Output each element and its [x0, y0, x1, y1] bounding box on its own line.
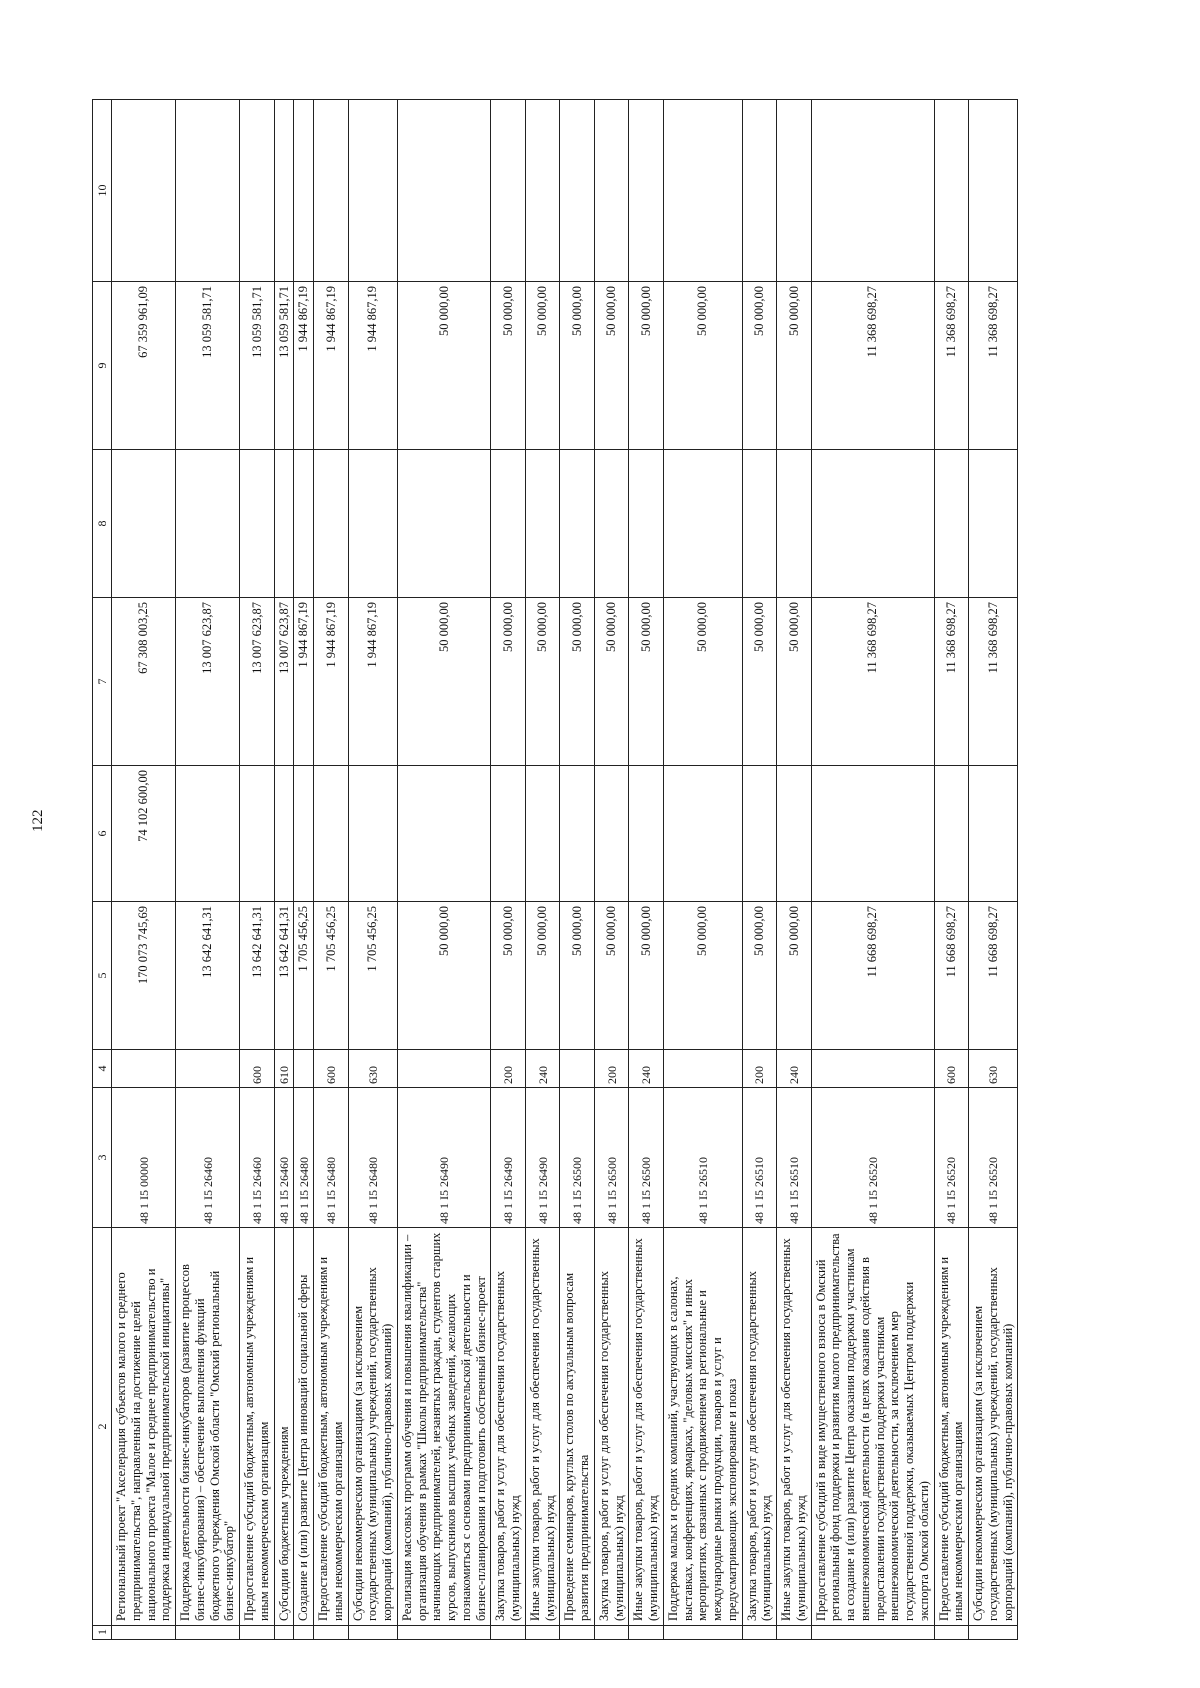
row-expense-type	[397, 1050, 491, 1088]
row-value-col6	[629, 766, 664, 902]
row-value-col6	[348, 766, 397, 902]
row-value-col10	[314, 100, 349, 282]
row-value-col9: 50 000,00	[397, 282, 491, 450]
row-value-col5: 1 705 456,25	[314, 902, 349, 1050]
row-value-col7: 50 000,00	[663, 598, 742, 766]
row-value-col7: 1 944 867,19	[348, 598, 397, 766]
table-row	[969, 100, 1018, 1640]
row-target-code: 48 1 I5 26520	[969, 1088, 1018, 1228]
row-value-col6	[560, 766, 595, 902]
row-value-col10	[176, 100, 240, 282]
column-number-row	[93, 100, 112, 1640]
row-value-col6	[397, 766, 491, 902]
row-value-col8	[294, 450, 314, 598]
row-value-col9: 50 000,00	[594, 282, 629, 450]
row-expense-type	[294, 1050, 314, 1088]
row-value-col8	[314, 450, 349, 598]
row-value-col9: 1 944 867,19	[314, 282, 349, 450]
row-value-col10	[629, 100, 664, 282]
column-number-2: 2	[93, 1228, 112, 1626]
row-item-name: Иные закупки товаров, работ и услуг для обеспечения государственных (муниципальных) нужд	[777, 1228, 812, 1626]
row-value-col9: 13 059 581,71	[240, 282, 275, 450]
row-expense-type: 600	[314, 1050, 349, 1088]
page-number: 122	[30, 809, 46, 832]
row-value-col5: 50 000,00	[663, 902, 742, 1050]
row-value-col10	[663, 100, 742, 282]
row-value-col6	[742, 766, 777, 902]
row-value-col5: 50 000,00	[742, 902, 777, 1050]
row-value-col8	[811, 450, 934, 598]
column-number-10: 10	[93, 100, 112, 282]
column-number-4: 4	[93, 1050, 112, 1088]
row-value-col10	[348, 100, 397, 282]
row-value-col9: 50 000,00	[777, 282, 812, 450]
row-target-code: 48 1 I5 26500	[629, 1088, 664, 1228]
row-value-col9: 50 000,00	[663, 282, 742, 450]
column-number-3: 3	[93, 1088, 112, 1228]
row-col-1	[240, 1626, 275, 1640]
row-expense-type: 600	[934, 1050, 969, 1088]
row-value-col5: 50 000,00	[777, 902, 812, 1050]
row-value-col6: 74 102 600,00	[112, 766, 176, 902]
row-value-col7: 50 000,00	[525, 598, 560, 766]
row-target-code: 48 1 I5 26460	[176, 1088, 240, 1228]
row-target-code: 48 1 I5 26520	[934, 1088, 969, 1228]
row-target-code: 48 1 I5 26510	[777, 1088, 812, 1228]
column-number-6: 6	[93, 766, 112, 902]
table-row	[742, 100, 777, 1640]
table-row	[348, 100, 397, 1640]
row-value-col6	[240, 766, 275, 902]
row-value-col5: 11 668 698,27	[934, 902, 969, 1050]
row-item-name: Субсидии некоммерческим организациям (за исключением государственных (муниципальных) учреждений, государственных корпораций (компаний), публично-правовых компаний)	[348, 1228, 397, 1626]
row-value-col10	[777, 100, 812, 282]
row-target-code: 48 1 I5 26490	[525, 1088, 560, 1228]
row-value-col9: 50 000,00	[525, 282, 560, 450]
row-value-col8	[240, 450, 275, 598]
row-value-col8	[274, 450, 294, 598]
budget-table-sheet	[92, 100, 1172, 1640]
row-value-col6	[274, 766, 294, 902]
row-item-name: Поддержка деятельности бизнес-инкубаторов (развитие процессов бизнес-инкубирования) – обеспечение выполнения функций бюджетного учреждения Омской области "Омский региональный бизнес-инкубатор"	[176, 1228, 240, 1626]
row-col-1	[314, 1626, 349, 1640]
row-value-col9: 13 059 581,71	[176, 282, 240, 450]
table-row	[112, 100, 176, 1640]
column-number-8: 8	[93, 450, 112, 598]
row-value-col7: 13 007 623,87	[176, 598, 240, 766]
table-row	[491, 100, 526, 1640]
column-number-5: 5	[93, 902, 112, 1050]
row-item-name: Создание и (или) развитие Центра инноваций социальной сферы	[294, 1228, 314, 1626]
row-col-1	[274, 1626, 294, 1640]
row-item-name: Субсидии некоммерческим организациям (за исключением государственных (муниципальных) учреждений, государственных корпораций (компаний), публично-правовых компаний)	[969, 1228, 1018, 1626]
row-value-col8	[663, 450, 742, 598]
row-col-1	[560, 1626, 595, 1640]
table-row	[663, 100, 742, 1640]
row-item-name: Предоставление субсидий бюджетным, автономным учреждениям и иным некоммерческим организациям	[240, 1228, 275, 1626]
row-target-code: 48 1 I5 26490	[397, 1088, 491, 1228]
row-value-col7: 11 368 698,27	[934, 598, 969, 766]
row-col-1	[663, 1626, 742, 1640]
row-value-col9: 11 368 698,27	[934, 282, 969, 450]
row-value-col7: 50 000,00	[594, 598, 629, 766]
row-expense-type: 630	[969, 1050, 1018, 1088]
row-col-1	[629, 1626, 664, 1640]
row-value-col5: 50 000,00	[594, 902, 629, 1050]
row-value-col9: 50 000,00	[491, 282, 526, 450]
row-value-col5: 11 668 698,27	[969, 902, 1018, 1050]
row-value-col8	[934, 450, 969, 598]
row-value-col6	[777, 766, 812, 902]
column-number-9: 9	[93, 282, 112, 450]
row-value-col10	[742, 100, 777, 282]
row-value-col8	[560, 450, 595, 598]
table-row	[934, 100, 969, 1640]
row-value-col7: 11 368 698,27	[969, 598, 1018, 766]
row-target-code: 48 1 I5 26510	[663, 1088, 742, 1228]
column-number-7: 7	[93, 598, 112, 766]
row-expense-type	[176, 1050, 240, 1088]
row-value-col9: 50 000,00	[560, 282, 595, 450]
row-target-code: 48 1 I5 26480	[294, 1088, 314, 1228]
row-value-col7: 67 308 003,25	[112, 598, 176, 766]
row-col-1	[348, 1626, 397, 1640]
table-row	[777, 100, 812, 1640]
row-expense-type	[811, 1050, 934, 1088]
row-value-col10	[294, 100, 314, 282]
row-value-col6	[663, 766, 742, 902]
row-value-col7: 13 007 623,87	[274, 598, 294, 766]
table-row	[629, 100, 664, 1640]
row-expense-type: 600	[240, 1050, 275, 1088]
row-col-1	[969, 1626, 1018, 1640]
row-value-col8	[594, 450, 629, 598]
row-target-code: 48 1 I5 26460	[274, 1088, 294, 1228]
row-value-col7: 11 368 698,27	[811, 598, 934, 766]
row-value-col10	[397, 100, 491, 282]
row-value-col10	[969, 100, 1018, 282]
row-value-col5: 1 705 456,25	[348, 902, 397, 1050]
row-value-col5: 13 642 641,31	[274, 902, 294, 1050]
row-item-name: Реализация массовых программ обучения и повышения квалификации – организация обучения в рамках "Школы предпринимательства" начинающих предпринимателей, незанятых граждан, студентов старших курсов, выпускников высших учебных заведений, желающих познакомиться с основами предпринимательской деятельности и бизнес-планирования и подготовить собственный бизнес-проект	[397, 1228, 491, 1626]
row-col-1	[294, 1626, 314, 1640]
row-item-name: Предоставление субсидий бюджетным, автономным учреждениям и иным некоммерческим организациям	[314, 1228, 349, 1626]
row-value-col5: 13 642 641,31	[240, 902, 275, 1050]
row-value-col5: 50 000,00	[560, 902, 595, 1050]
row-value-col8	[112, 450, 176, 598]
row-value-col7: 50 000,00	[742, 598, 777, 766]
table-row	[314, 100, 349, 1640]
row-value-col8	[491, 450, 526, 598]
row-value-col5: 50 000,00	[397, 902, 491, 1050]
row-value-col7: 1 944 867,19	[314, 598, 349, 766]
row-value-col6	[176, 766, 240, 902]
row-expense-type: 200	[742, 1050, 777, 1088]
row-value-col6	[969, 766, 1018, 902]
row-col-1	[594, 1626, 629, 1640]
row-value-col5: 50 000,00	[629, 902, 664, 1050]
row-value-col9: 11 368 698,27	[811, 282, 934, 450]
row-value-col9: 1 944 867,19	[294, 282, 314, 450]
row-value-col5: 1 705 456,25	[294, 902, 314, 1050]
row-value-col6	[811, 766, 934, 902]
table-row	[240, 100, 275, 1640]
row-value-col9: 1 944 867,19	[348, 282, 397, 450]
row-item-name: Субсидии бюджетным учреждениям	[274, 1228, 294, 1626]
row-item-name: Закупка товаров, работ и услуг для обеспечения государственных (муниципальных) нужд	[742, 1228, 777, 1626]
row-value-col9: 11 368 698,27	[969, 282, 1018, 450]
row-col-1	[777, 1626, 812, 1640]
row-target-code: 48 1 I5 26460	[240, 1088, 275, 1228]
row-item-name: Иные закупки товаров, работ и услуг для обеспечения государственных (муниципальных) нужд	[629, 1228, 664, 1626]
row-col-1	[112, 1626, 176, 1640]
row-value-col6	[314, 766, 349, 902]
row-expense-type: 630	[348, 1050, 397, 1088]
table-row	[397, 100, 491, 1640]
row-item-name: Региональный проект "Акселерация субъектов малого и среднего предпринимательства", направленный на достижение целей национального проекта "Малое и среднее предпринимательство и поддержка индивидуальной предпринимательской инициативы"	[112, 1228, 176, 1626]
row-target-code: 48 1 I5 26480	[348, 1088, 397, 1228]
table-row	[560, 100, 595, 1640]
row-item-name: Закупка товаров, работ и услуг для обеспечения государственных (муниципальных) нужд	[594, 1228, 629, 1626]
row-value-col9: 67 359 961,09	[112, 282, 176, 450]
row-value-col9: 50 000,00	[742, 282, 777, 450]
row-expense-type	[112, 1050, 176, 1088]
row-item-name: Закупка товаров, работ и услуг для обеспечения государственных (муниципальных) нужд	[491, 1228, 526, 1626]
row-target-code: 48 1 I5 26480	[314, 1088, 349, 1228]
row-value-col8	[176, 450, 240, 598]
table-row	[525, 100, 560, 1640]
row-value-col10	[594, 100, 629, 282]
row-value-col7: 50 000,00	[491, 598, 526, 766]
row-value-col8	[629, 450, 664, 598]
row-col-1	[742, 1626, 777, 1640]
row-expense-type	[663, 1050, 742, 1088]
row-value-col10	[525, 100, 560, 282]
row-target-code: 48 1 I5 26500	[594, 1088, 629, 1228]
row-item-name: Иные закупки товаров, работ и услуг для обеспечения государственных (муниципальных) нужд	[525, 1228, 560, 1626]
row-value-col6	[934, 766, 969, 902]
row-item-name: Проведение семинаров, круглых столов по актуальным вопросам развития предпринимательства	[560, 1228, 595, 1626]
row-expense-type: 610	[274, 1050, 294, 1088]
row-col-1	[934, 1626, 969, 1640]
row-value-col10	[934, 100, 969, 282]
row-value-col9: 13 059 581,71	[274, 282, 294, 450]
row-target-code: 48 1 I5 26490	[491, 1088, 526, 1228]
row-value-col10	[560, 100, 595, 282]
row-value-col6	[491, 766, 526, 902]
row-item-name: Предоставление субсидий бюджетным, автономным учреждениям и иным некоммерческим организациям	[934, 1228, 969, 1626]
row-value-col7: 50 000,00	[397, 598, 491, 766]
row-value-col7: 13 007 623,87	[240, 598, 275, 766]
row-value-col10	[240, 100, 275, 282]
row-value-col8	[777, 450, 812, 598]
row-expense-type: 240	[525, 1050, 560, 1088]
row-value-col8	[969, 450, 1018, 598]
row-col-1	[525, 1626, 560, 1640]
table-row	[594, 100, 629, 1640]
table-row	[811, 100, 934, 1640]
row-value-col5: 170 073 745,69	[112, 902, 176, 1050]
row-value-col6	[594, 766, 629, 902]
row-expense-type: 240	[777, 1050, 812, 1088]
column-number-1: 1	[93, 1626, 112, 1640]
table-row	[176, 100, 240, 1640]
row-value-col8	[742, 450, 777, 598]
row-expense-type	[560, 1050, 595, 1088]
table-row	[294, 100, 314, 1640]
budget-table	[92, 99, 1018, 1640]
row-col-1	[397, 1626, 491, 1640]
row-value-col10	[811, 100, 934, 282]
table-row	[274, 100, 294, 1640]
row-value-col6	[525, 766, 560, 902]
row-expense-type: 200	[594, 1050, 629, 1088]
row-target-code: 48 1 I5 26510	[742, 1088, 777, 1228]
table-body	[112, 100, 1018, 1640]
row-value-col5: 11 668 698,27	[811, 902, 934, 1050]
row-value-col10	[274, 100, 294, 282]
row-value-col8	[525, 450, 560, 598]
row-col-1	[491, 1626, 526, 1640]
row-value-col8	[348, 450, 397, 598]
row-value-col8	[397, 450, 491, 598]
row-item-name: Предоставление субсидий в виде имущественного взноса в Омский региональный фонд поддержки и развития малого предпринимательства на создание и (или) развитие Центра оказания поддержки участникам внешнеэкономической деятельности (в целях оказания содействия в предоставлении государственной поддержки участникам внешнеэкономической деятельности, за исключением мер государственной поддержки, оказываемых Центром поддержки экспорта Омской области)	[811, 1228, 934, 1626]
row-expense-type: 200	[491, 1050, 526, 1088]
row-value-col7: 1 944 867,19	[294, 598, 314, 766]
row-col-1	[811, 1626, 934, 1640]
row-value-col5: 50 000,00	[525, 902, 560, 1050]
row-value-col9: 50 000,00	[629, 282, 664, 450]
row-value-col6	[294, 766, 314, 902]
row-value-col7: 50 000,00	[629, 598, 664, 766]
row-expense-type: 240	[629, 1050, 664, 1088]
row-value-col5: 50 000,00	[491, 902, 526, 1050]
row-target-code: 48 1 I5 00000	[112, 1088, 176, 1228]
row-value-col7: 50 000,00	[777, 598, 812, 766]
row-col-1	[176, 1626, 240, 1640]
row-value-col5: 13 642 641,31	[176, 902, 240, 1050]
row-item-name: Поддержка малых и средних компаний, участвующих в салонах, выставках, конференциях, ярмарках, "деловых миссиях" и иных мероприятиях, связанных с продвижением на региональные и международные рынки продукции, товаров и услуг и предусматривающих экспонирование и показ	[663, 1228, 742, 1626]
row-value-col10	[491, 100, 526, 282]
row-value-col7: 50 000,00	[560, 598, 595, 766]
row-value-col10	[112, 100, 176, 282]
row-target-code: 48 1 I5 26520	[811, 1088, 934, 1228]
row-target-code: 48 1 I5 26500	[560, 1088, 595, 1228]
